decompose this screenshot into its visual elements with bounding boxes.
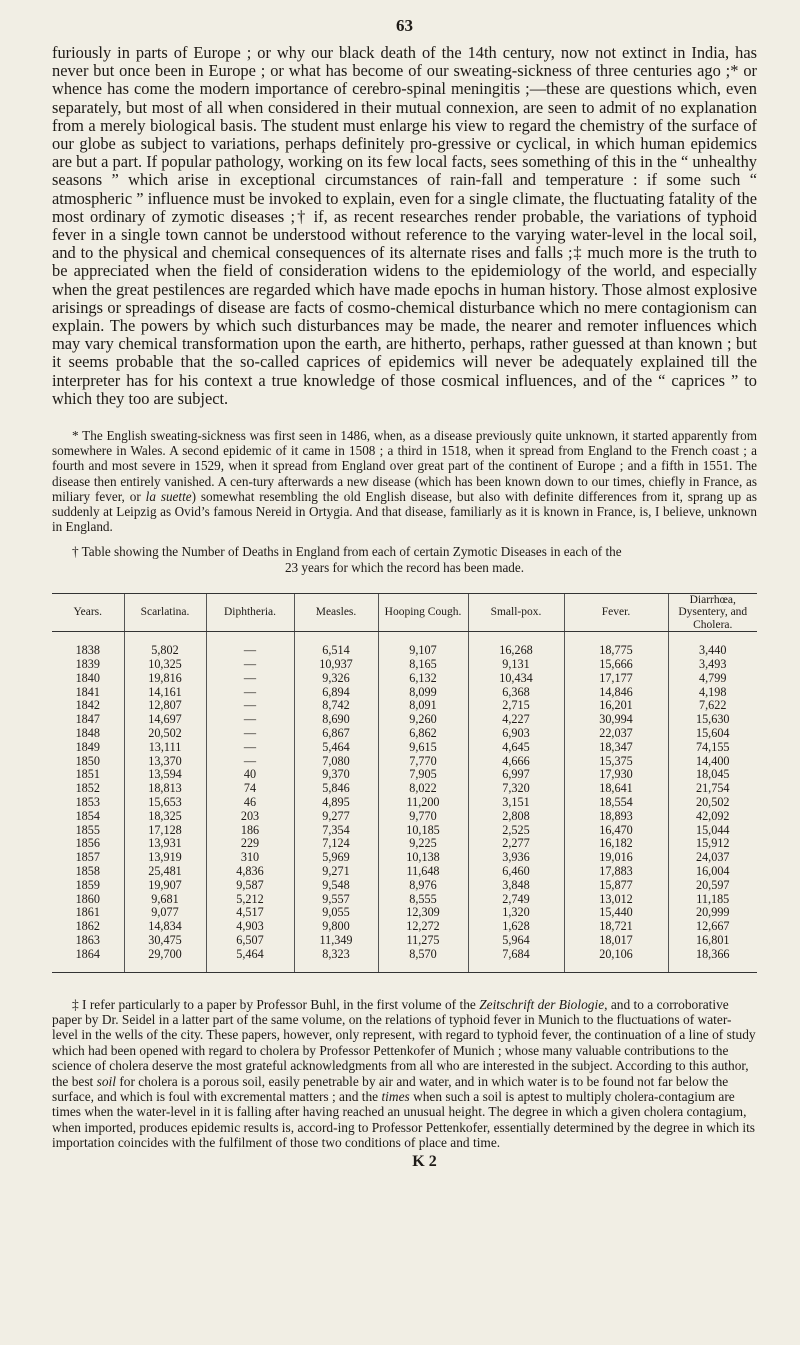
table-row [52, 837, 757, 851]
cell-year: 1862 [75, 919, 100, 934]
cell-measles: 5,969 [294, 851, 378, 865]
cell-hooping-cough: 8,099 [378, 686, 468, 700]
cell-fever: 16,470 [564, 824, 668, 838]
fn3-t3: for cholera is a porous soil, easily penetrable by air and water, and in which water is to be found not far below the surface, and which is foul with excremental matters ; and the [52, 1073, 729, 1104]
cell-scarlatina: 9,077 [124, 906, 206, 920]
cell-diphtheria: 6,507 [206, 934, 294, 948]
cell-diphtheria: — [206, 632, 294, 658]
cell-small-pox: 3,151 [468, 796, 564, 810]
cell-scarlatina: 12,807 [124, 699, 206, 713]
cell-diphtheria: 46 [206, 796, 294, 810]
cell-measles: 9,800 [294, 920, 378, 934]
footnote-buhl-pettenkofer [52, 997, 757, 1151]
cell-hooping-cough: 8,976 [378, 879, 468, 893]
footnote-table-caption [52, 544, 757, 559]
cell-small-pox: 6,997 [468, 768, 564, 782]
cell-fever: 18,721 [564, 920, 668, 934]
cell-scarlatina: 5,802 [124, 632, 206, 658]
cell-small-pox: 2,808 [468, 810, 564, 824]
cell-fever: 19,016 [564, 851, 668, 865]
cell-fever: 15,375 [564, 755, 668, 769]
footnote-sweating-sickness [52, 428, 757, 534]
cell-diarrhoea: 42,092 [668, 810, 757, 824]
cell-fever: 17,930 [564, 768, 668, 782]
cell-measles: 7,354 [294, 824, 378, 838]
cell-measles: 9,370 [294, 768, 378, 782]
body-paragraph: furiously in parts of Europe ; or why our black death of the 14th century, now not extinct in India, has never but once been in Europe ; or what has become of our sweating-sickness of three centuries ago ;* or whence has come the modern importance of cerebro-spinal meningitis ;—these are questions which, even separately, but most of all when considered in their mutual connexion, are seen to admit of no explanation from a merely biological basis. The student must enlarge his view to regard the chemistry of the surface of our globe as subject to variations, perhaps definitely pro-gressive or cyclical, in which human epidemics are but a part. If popular pathology, working on its few local facts, sees something of this in the “ unhealthy seasons ” which arise in exceptional circumstances of rain-fall and temperature : if some such “ atmospheric ” influence must be invoked to explain, even for a single climate, the fluctuating fatality of the most ordinary of zymotic diseases ;† if, as recent researches render probable, the variations of typhoid fever in a single town cannot be understood without reference to the varying water-level in the local soil, and to the physical and chemical consequences of its alternate rises and falls ;‡ much more is the truth to be appreciated when the field of consideration widens to the epidemiology of the world, and especially when the great pestilences are regarded which have made epochs in human history. Those almost explosive arisings or spreadings of disease are facts of cosmo-chemical disturbance which no mere contagionism can explain. The powers by which such disturbances may be made, the nearer and remoter influences which may vary chemical transformation upon the earth, are hitherto, perhaps, rather guessed at than known ; but it seems probable that the so-called caprices of epidemics will never be adequately explained till the interpreter has for his context a true knowledge of those cosmical influences, and of the “ caprices ” to which they too are subject. [52, 43, 757, 408]
cell-fever: 17,883 [564, 865, 668, 879]
cell-measles: 5,846 [294, 782, 378, 796]
cell-year: 1864 [52, 948, 124, 972]
header-diarrhoea-1: Diarrhœa, [689, 593, 736, 606]
cell-measles: 9,277 [294, 810, 378, 824]
zymotic-deaths-table [52, 593, 757, 973]
cell-diarrhoea: 16,801 [668, 934, 757, 948]
table-row [52, 658, 757, 672]
cell-hooping-cough: 7,770 [378, 755, 468, 769]
table-row [52, 699, 757, 713]
cell-measles: 6,894 [294, 686, 378, 700]
header-diarrhoea-3: Cholera. [693, 618, 733, 631]
cell-fever: 22,037 [564, 727, 668, 741]
cell-measles: 9,548 [294, 879, 378, 893]
cell-diphtheria: 186 [206, 824, 294, 838]
cell-diphtheria: — [206, 727, 294, 741]
footnote-star-text-b: ) somewhat resembling the old English disease, but also with definite differences from it, sprang up as suddenly at Leipzig as Ovid’s famous Nereid in Ortygia. And that disease, familiarly as it is known in France, is, I believe, unknown in England. [52, 488, 757, 535]
cell-year: 1860 [75, 891, 100, 906]
cell-hooping-cough: 10,185 [378, 824, 468, 838]
cell-measles: 8,742 [294, 699, 378, 713]
cell-small-pox: 4,645 [468, 741, 564, 755]
cell-diarrhoea: 3,440 [668, 632, 757, 658]
cell-measles: 4,895 [294, 796, 378, 810]
cell-diarrhoea: 18,366 [668, 948, 757, 972]
cell-diphtheria: — [206, 686, 294, 700]
cell-small-pox: 5,964 [468, 934, 564, 948]
cell-fever: 13,012 [564, 893, 668, 907]
cell-scarlatina: 30,475 [124, 934, 206, 948]
cell-diarrhoea: 16,004 [668, 865, 757, 879]
cell-diphtheria: 74 [206, 782, 294, 796]
cell-measles: 7,124 [294, 837, 378, 851]
cell-fever: 18,775 [564, 632, 668, 658]
cell-small-pox: 2,749 [468, 893, 564, 907]
cell-hooping-cough: 9,615 [378, 741, 468, 755]
cell-small-pox: 2,715 [468, 699, 564, 713]
cell-small-pox: 1,628 [468, 920, 564, 934]
cell-diarrhoea: 4,799 [668, 672, 757, 686]
cell-measles: 8,690 [294, 713, 378, 727]
cell-hooping-cough: 7,905 [378, 768, 468, 782]
cell-scarlatina: 18,325 [124, 810, 206, 824]
cell-fever: 15,666 [564, 658, 668, 672]
cell-fever: 18,017 [564, 934, 668, 948]
header-years: Years. [52, 593, 124, 632]
cell-scarlatina: 13,594 [124, 768, 206, 782]
header-diphtheria: Diphtheria. [206, 593, 294, 632]
cell-hooping-cough: 6,132 [378, 672, 468, 686]
table-row [52, 796, 757, 810]
cell-fever: 18,893 [564, 810, 668, 824]
cell-diarrhoea: 14,400 [668, 755, 757, 769]
cell-small-pox: 7,684 [468, 948, 564, 972]
cell-small-pox: 1,320 [468, 906, 564, 920]
cell-diarrhoea: 20,999 [668, 906, 757, 920]
page-number: 63 [396, 16, 413, 35]
header-fever: Fever. [564, 593, 668, 632]
cell-measles: 9,055 [294, 906, 378, 920]
cell-small-pox: 7,320 [468, 782, 564, 796]
cell-measles: 9,271 [294, 865, 378, 879]
table-body [52, 632, 757, 972]
cell-year: 1856 [75, 836, 100, 851]
cell-scarlatina: 13,919 [124, 851, 206, 865]
cell-scarlatina: 14,161 [124, 686, 206, 700]
cell-fever: 16,201 [564, 699, 668, 713]
cell-year: 1852 [75, 781, 100, 796]
cell-diphtheria: 5,212 [206, 893, 294, 907]
cell-hooping-cough: 11,275 [378, 934, 468, 948]
cell-hooping-cough: 10,138 [378, 851, 468, 865]
cell-scarlatina: 13,931 [124, 837, 206, 851]
cell-small-pox: 2,525 [468, 824, 564, 838]
cell-year: 1847 [75, 712, 100, 727]
cell-diphtheria: 4,517 [206, 906, 294, 920]
table-row [52, 934, 757, 948]
cell-hooping-cough: 8,091 [378, 699, 468, 713]
cell-small-pox: 4,666 [468, 755, 564, 769]
table-row [52, 879, 757, 893]
cell-scarlatina: 10,325 [124, 658, 206, 672]
cell-scarlatina: 19,816 [124, 672, 206, 686]
cell-hooping-cough: 8,555 [378, 893, 468, 907]
cell-diphtheria: 9,587 [206, 879, 294, 893]
signature-mark: K 2 [412, 1152, 437, 1170]
cell-diarrhoea: 7,622 [668, 699, 757, 713]
cell-year: 1858 [75, 863, 100, 878]
cell-diphtheria: — [206, 658, 294, 672]
cell-small-pox: 3,848 [468, 879, 564, 893]
cell-diphtheria: — [206, 755, 294, 769]
cell-year: 1841 [75, 684, 100, 699]
cell-diarrhoea: 15,630 [668, 713, 757, 727]
cell-fever: 18,641 [564, 782, 668, 796]
table-row [52, 727, 757, 741]
cell-measles: 11,349 [294, 934, 378, 948]
cell-diarrhoea: 4,198 [668, 686, 757, 700]
footnote-star-text-a: * The English sweating-sickness was first seen in 1486, when, as a disease previously quite unknown, it started apparently from somewhere in Wales. A second epidemic of it came in 1508 ; a third in 1518, when it spread from England to the French coast ; a fourth and most severe in 1529, when it spread from England over great part of the continent of Europe ; and a fifth in 1551. The disease then entirely vanished. A cen-tury afterwards a new disease (which has been known down to our times, chiefly in France, as miliary fever, or [52, 428, 757, 504]
cell-diarrhoea: 3,493 [668, 658, 757, 672]
cell-diarrhoea: 11,185 [668, 893, 757, 907]
table-caption-line1: † Table showing the Number of Deaths in England from each of certain Zymotic Diseases in each of the [72, 544, 622, 560]
cell-small-pox: 6,903 [468, 727, 564, 741]
cell-small-pox: 6,368 [468, 686, 564, 700]
footnote-star-italic: la suette [145, 488, 192, 504]
cell-small-pox: 10,434 [468, 672, 564, 686]
table-row [52, 672, 757, 686]
cell-scarlatina: 13,111 [124, 741, 206, 755]
fn3-i1: Zeitschrift der Biologie [479, 996, 605, 1012]
cell-hooping-cough: 9,225 [378, 837, 468, 851]
cell-diphtheria: — [206, 699, 294, 713]
header-hooping-cough: Hooping Cough. [378, 593, 468, 632]
header-measles: Measles. [294, 593, 378, 632]
cell-scarlatina: 14,697 [124, 713, 206, 727]
cell-measles: 9,557 [294, 893, 378, 907]
fn3-t4: when such a soil is aptest to multiply cholera-contagium are times when the water-level in it is falling after having reached an unusual height. The degree in which a given cholera contagium, when imported, produces epidemic results is, accord-ing to Professor Pettenkofer, essentially determined by the degree in which its importation coincides with the fulfilment of those two conditions of place and time. [52, 1088, 756, 1151]
cell-year: 1859 [75, 877, 100, 892]
cell-hooping-cough: 9,770 [378, 810, 468, 824]
cell-diphtheria: 40 [206, 768, 294, 782]
table-row [52, 632, 757, 658]
cell-scarlatina: 9,681 [124, 893, 206, 907]
table-row [52, 782, 757, 796]
cell-diarrhoea: 12,667 [668, 920, 757, 934]
cell-diarrhoea: 18,045 [668, 768, 757, 782]
cell-year: 1851 [75, 767, 100, 782]
table-row [52, 686, 757, 700]
cell-fever: 15,440 [564, 906, 668, 920]
cell-measles: 9,326 [294, 672, 378, 686]
cell-small-pox: 3,936 [468, 851, 564, 865]
cell-year: 1850 [75, 753, 100, 768]
cell-scarlatina: 13,370 [124, 755, 206, 769]
cell-diphtheria: 4,836 [206, 865, 294, 879]
table-row [52, 851, 757, 865]
cell-year: 1840 [75, 670, 100, 685]
cell-fever: 16,182 [564, 837, 668, 851]
cell-fever: 18,554 [564, 796, 668, 810]
book-page [52, 0, 757, 1171]
cell-diphtheria: 310 [206, 851, 294, 865]
cell-scarlatina: 19,907 [124, 879, 206, 893]
cell-year: 1839 [75, 656, 100, 671]
cell-small-pox: 2,277 [468, 837, 564, 851]
cell-measles: 7,080 [294, 755, 378, 769]
cell-fever: 18,347 [564, 741, 668, 755]
cell-diphtheria: 229 [206, 837, 294, 851]
cell-diphtheria: — [206, 672, 294, 686]
cell-diarrhoea: 20,597 [668, 879, 757, 893]
table-row [52, 741, 757, 755]
header-diarrhoea [668, 593, 757, 632]
fn3-t2: , and to a corroborative paper by Dr. Seidel in a latter part of the same volume, on the relations of typhoid fever in Munich to the fluctuations of water-level in the wells of the city. These papers, however, only represent, with regard to typhoid fever, the continuation of a line of study which had been opened with regard to cholera by Professor Pettenkofer of Munich ; whose many valuable contributions to the science of cholera deserve the most grateful acknowledgments from all who are interested in the subject. According to this author, the best [52, 996, 756, 1089]
cell-diphtheria: — [206, 741, 294, 755]
cell-year: 1857 [75, 850, 100, 865]
cell-hooping-cough: 8,165 [378, 658, 468, 672]
cell-diphtheria: 203 [206, 810, 294, 824]
cell-hooping-cough: 11,648 [378, 865, 468, 879]
cell-year: 1855 [75, 822, 100, 837]
cell-hooping-cough: 12,309 [378, 906, 468, 920]
table-row [52, 755, 757, 769]
cell-year: 1853 [75, 794, 100, 809]
cell-fever: 15,877 [564, 879, 668, 893]
cell-diarrhoea: 15,044 [668, 824, 757, 838]
cell-year: 1863 [75, 932, 100, 947]
fn3-i2: soil [96, 1073, 116, 1089]
cell-scarlatina: 20,502 [124, 727, 206, 741]
table-row [52, 920, 757, 934]
cell-scarlatina: 17,128 [124, 824, 206, 838]
cell-hooping-cough: 6,862 [378, 727, 468, 741]
cell-fever: 14,846 [564, 686, 668, 700]
cell-hooping-cough: 8,570 [378, 948, 468, 972]
table-row [52, 768, 757, 782]
table-row [52, 906, 757, 920]
cell-year: 1848 [75, 725, 100, 740]
cell-hooping-cough: 11,200 [378, 796, 468, 810]
cell-diarrhoea: 20,502 [668, 796, 757, 810]
cell-scarlatina: 18,813 [124, 782, 206, 796]
cell-small-pox: 9,131 [468, 658, 564, 672]
cell-diphtheria: 4,903 [206, 920, 294, 934]
cell-hooping-cough: 9,260 [378, 713, 468, 727]
table-row [52, 865, 757, 879]
cell-diarrhoea: 15,912 [668, 837, 757, 851]
header-diarrhoea-2: Dysentery, and [678, 606, 748, 619]
header-small-pox: Small-pox. [468, 593, 564, 632]
cell-year: 1861 [75, 905, 100, 920]
cell-diarrhoea: 74,155 [668, 741, 757, 755]
header-scarlatina: Scarlatina. [124, 593, 206, 632]
table-row [52, 824, 757, 838]
table-row [52, 893, 757, 907]
cell-fever: 17,177 [564, 672, 668, 686]
cell-measles: 6,514 [294, 632, 378, 658]
cell-diphtheria: — [206, 713, 294, 727]
cell-year: 1854 [75, 808, 100, 823]
fn3-i3: times [381, 1088, 410, 1104]
table-caption-line2: 23 years for which the record has been made. [284, 559, 525, 575]
cell-diarrhoea: 15,604 [668, 727, 757, 741]
cell-fever: 30,994 [564, 713, 668, 727]
cell-hooping-cough: 12,272 [378, 920, 468, 934]
cell-small-pox: 4,227 [468, 713, 564, 727]
cell-scarlatina: 25,481 [124, 865, 206, 879]
cell-measles: 5,464 [294, 741, 378, 755]
table-row [52, 713, 757, 727]
fn3-t1: ‡ I refer particularly to a paper by Professor Buhl, in the first volume of the [72, 996, 480, 1012]
cell-measles: 8,323 [294, 948, 378, 972]
cell-small-pox: 16,268 [468, 632, 564, 658]
cell-hooping-cough: 9,107 [378, 632, 468, 658]
cell-scarlatina: 29,700 [124, 948, 206, 972]
cell-year: 1842 [75, 698, 100, 713]
table-row [52, 810, 757, 824]
cell-diarrhoea: 24,037 [668, 851, 757, 865]
table-row [52, 948, 757, 972]
cell-scarlatina: 14,834 [124, 920, 206, 934]
cell-small-pox: 6,460 [468, 865, 564, 879]
cell-scarlatina: 15,653 [124, 796, 206, 810]
cell-fever: 20,106 [564, 948, 668, 972]
table-header-row [52, 593, 757, 632]
cell-year: 1838 [75, 643, 100, 658]
cell-measles: 10,937 [294, 658, 378, 672]
cell-hooping-cough: 8,022 [378, 782, 468, 796]
cell-diphtheria: 5,464 [206, 948, 294, 972]
cell-measles: 6,867 [294, 727, 378, 741]
cell-year: 1849 [75, 739, 100, 754]
cell-diarrhoea: 21,754 [668, 782, 757, 796]
